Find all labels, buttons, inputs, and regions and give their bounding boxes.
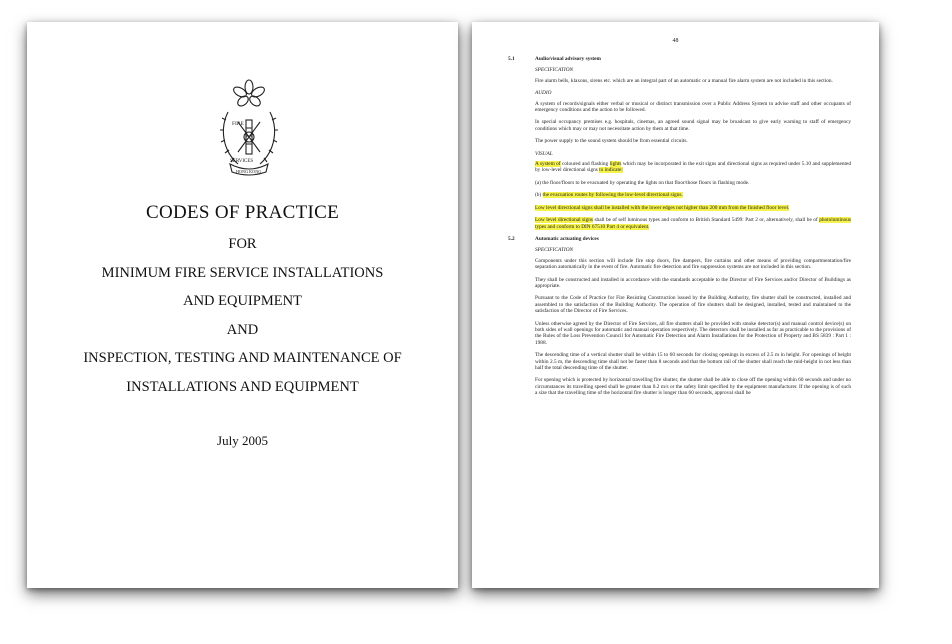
section-title: Audio/visual advisory system [535,56,601,62]
text-segment: A system of records/signals either verbal or musical or distinct transmission over a Public Address System to advise staff and other occupants of emergency conditions and the action to be followed. [535,100,851,114]
paragraph [535,205,851,211]
cover-line-minimum: MINIMUM FIRE SERVICE INSTALLATIONS [101,265,384,281]
highlighted-text: Low level directional signs [535,217,593,224]
paragraph [535,352,851,371]
highlighted-text: Low level directional signs shall be installed with the lower edges not higher than 200 mm from the finished floor level. [535,204,790,211]
section-number: 5.2 [508,235,515,242]
section-heading [508,236,851,242]
text-segment: For opening which is protected by horizontal travelling fire shutter, the shutter shall be able to close off the opening within 60 seconds and under no circumstances its travelling speed shall be greater than 0.2 m/s or the safety limit specified by the equipment manufacturer. If the opening is of such a size that the travelling time of the horizontal fire shutter is longer than 60 seconds, approval shall be [535,377,851,397]
cover-line-for: FOR [228,236,257,252]
paragraph [535,321,851,347]
text-segment: (a) the floor/floors to be evacuated by operating the lights on that floor/those floors in flashing mode. [535,179,750,186]
fire-services-crest-icon [216,78,282,178]
cover-line-installations: INSTALLATIONS AND EQUIPMENT [126,379,359,395]
highlighted-text: lights [609,161,622,168]
svg-text:FIRE: FIRE [232,121,244,127]
cover-line-inspection: INSPECTION, TESTING AND MAINTENANCE OF [83,350,402,366]
paragraph [535,161,851,174]
text-segment: Unless otherwise agreed by the Director of Fire Services, all fire shutters shall be provided with smoke detector(s) and manual control device(s) on both sides of wall openings for automatic and manual operation respectively. The detectors shall be installed as far as practicable to the provisions of the Rules of the Loss Prevention Council for Automatic Fire Detection and Alarm Installations for the Protection of Property and BS 5839 : Part 1 : 1988. [535,320,851,346]
section-number: 5.1 [508,56,515,62]
text-segment: Pursuant to the Code of Practice for Fire Resisting Construction issued by the Building Authority, fire shutter shall be constructed, installed and assembled to the satisfaction of the Building Authority. The operation of fire shutters shall be designed, installed, tested and maintained to the satisfaction of the Director of Fire Services. [535,295,851,315]
paragraph [535,377,851,396]
subheading: AUDIO [535,90,552,97]
svg-text:HONG KONG: HONG KONG [236,169,262,174]
svg-text:SERVICES: SERVICES [230,159,254,164]
paragraph [535,277,851,290]
highlighted-text: the evacuation routes by following the low-level directional signs. [542,192,683,199]
paragraph [535,119,851,132]
highlighted-text: photoluminous types and conform to DIN 67510 Part 4 or equivalent. [535,217,851,230]
cover-line-equipment: AND EQUIPMENT [183,293,302,309]
cover-date: July 2005 [217,433,268,448]
cover-page [27,22,458,588]
text-segment: which may be incorporated in the exit signs and directional signs as required under 5.10 and supplemented by low-level directional signs [535,161,852,174]
page-number: 48 [672,38,679,44]
paragraph [535,180,851,186]
page-content [508,56,851,403]
subheading: SPECIFICATION [535,247,574,254]
subheading: VISUAL [535,150,553,157]
cover-title: CODES OF PRACTICE [145,202,340,223]
section-heading [508,56,851,62]
text-segment: They shall be constructed and installed in accordance with the standards acceptable to the Director of Fire Services and/or Director of Buildings as appropriate. [535,276,851,289]
subheading: SPECIFICATION [535,67,574,74]
cover-line-and: AND [226,322,259,338]
paragraph [535,101,851,114]
text-segment: In special occupancy premises e.g. hospitals, cinemas, an agreed sound signal may be broadcast to give early warning to staff of emergency conditions which may or may not necessitate action by them at that time. [535,119,851,132]
text-segment: coloured and flashing [560,161,610,168]
text-segment: The descending time of a vertical shutter shall be within 15 to 60 seconds for closing openings in excess of 2.5 m in height. For openings of height within 2.5 m, the descending time shall not be faster than 8 seconds and that the bottom rail of the shutter shall reach the mid-height in not less than half the total descending time of the shutter. [535,352,851,371]
paragraph [535,217,851,230]
paragraph [535,138,851,144]
highlighted-text: A system of [535,161,561,168]
section-title: Automatic actuating devices [535,235,599,242]
paragraph [535,192,851,198]
paragraph [535,258,851,271]
paragraph [535,78,851,84]
text-segment: Fire alarm bells, klaxons, sirens etc. which are an integral part of an automatic or a manual fire alarm system are not included in this section. [535,77,833,84]
inner-page [472,22,879,588]
highlighted-text: to indicate: [599,167,623,174]
text-segment: Components under this section will include fire stop doors, fire dampers, fire curtains and other means of providing compartmentation/fire separation automatically in the event of fire. Automatic fire detection and fire suppression systems are not included in this section. [535,257,851,271]
text-segment: (b) [535,192,543,199]
paragraph [535,295,851,314]
text-segment: The power supply to the sound system should be from essential circuits. [535,138,688,145]
text-segment: shall be of self luminous types and conform to British Standard 5499: Part 2 or, alternatively, shall be of [593,217,820,224]
